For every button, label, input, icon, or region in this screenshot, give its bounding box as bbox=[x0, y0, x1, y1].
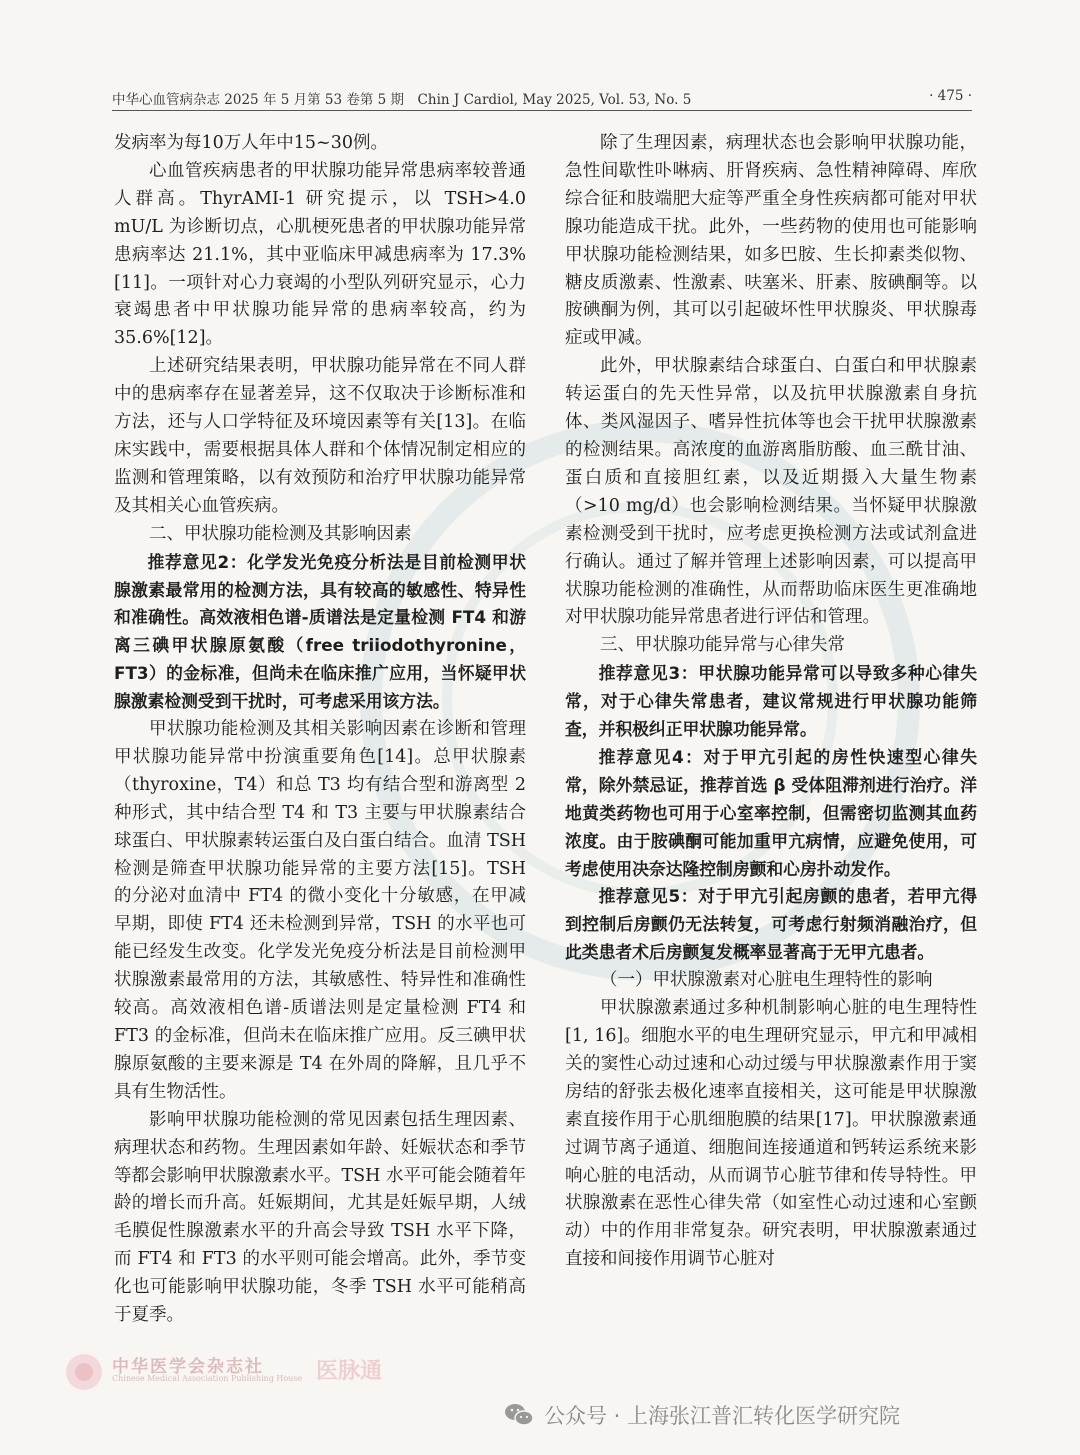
recommendation-3: 推荐意见3：甲状腺功能异常可以导致多种心律失常，对于心律失常患者，建议常规进行甲状腺功能筛查，并积极纠正甲状腺功能异常。 bbox=[565, 663, 977, 740]
recommendation-5: 推荐意见5：对于甲亢引起房颤的患者，若甲亢得到控制后房颤仍无法转复，可考虑行射频消融治疗，但此类患者术后房颤复发概率显著高于无甲亢患者。 bbox=[565, 886, 977, 963]
paragraph: 影响甲状腺功能检测的常见因素包括生理因素、病理状态和药物。生理因素如年龄、妊娠状态和季节等都会影响甲状腺激素水平。TSH 水平可能会随着年龄的增长而升高。妊娠期间，尤其是妊娠早期，人绒毛膜促性腺激素水平的升高会导致 TSH 水平下降，而 FT4 和 FT3 的水平则可能会增高。此外，季节变化也可能影响甲状腺功能，冬季 TSH 水平可能稍高于夏季。 bbox=[114, 1109, 526, 1326]
flower-logo-icon bbox=[66, 1354, 102, 1390]
section-heading: 二、甲状腺功能检测及其影响因素 bbox=[149, 523, 412, 544]
section-heading: 三、甲状腺功能异常与心律失常 bbox=[600, 635, 845, 656]
brand-watermark: 医脉通 bbox=[316, 1359, 383, 1384]
recommendation-4: 推荐意见4：对于甲亢引起的房性快速型心律失常，除外禁忌证，推荐首选 β 受体阻滞剂进行治疗。洋地黄类药物也可用于心室率控制，但需密切监测其血药浓度。由于胺碘酮可能加重甲亢病情，应避免使用，可考虑使用决奈达隆控制房颤和心房扑动发作。 bbox=[565, 746, 977, 879]
subsection-heading: （一）甲状腺激素对心脏电生理特性的影响 bbox=[600, 970, 933, 991]
paragraph: 甲状腺功能检测及其相关影响因素在诊断和管理甲状腺功能异常中扮演重要角色[14]。总甲状腺素（thyroxine，T4）和总 T3 均有结合型和游离型 2 种形式，其中结合型 T4 和 T3 主要与甲状腺素结合球蛋白、甲状腺素转运蛋白及白蛋白结合。血清 TSH 检测是筛查甲状腺功能异常的主要方法[15]。TSH 的分泌对血清中 FT4 的微小变化十分敏感，在甲减早期，即使 FT4 还未检测到异常，TSH 的水平也可能已经发生改变。化学发光免疫分析法是目前检测甲状腺激素最常用的方法，其敏感性、特异性和准确性较高。高效液相色谱-质谱法则是定量检测 FT4 和 FT3 的金标准，但尚未在临床推广应用。反三碘甲状腺原氨酸的主要来源是 T4 在外周的降解，且几乎不具有生物活性。 bbox=[114, 719, 526, 1102]
wechat-account-name: 公众号 · 上海张江普汇转化医学研究院 bbox=[544, 1404, 901, 1428]
paragraph: 上述研究结果表明，甲状腺功能异常在不同人群中的患病率存在显著差异，这不仅取决于诊断标准和方法，还与人口学特征及环境因素等有关[13]。在临床实践中，需要根据具体人群和个体情况制定相应的监测和管理策略，以有效预防和治疗甲状腺功能异常及其相关心血管疾病。 bbox=[114, 356, 526, 516]
running-header bbox=[112, 86, 972, 111]
journal-citation: 中华心血管病杂志 2025 年 5 月第 53 卷第 5 期 Chin J Cardiol, May 2025, Vol. 53, No. 5 bbox=[112, 92, 692, 108]
right-column bbox=[565, 130, 977, 1274]
left-column bbox=[114, 130, 526, 1330]
wechat-icon bbox=[504, 1402, 534, 1428]
paragraph: 除了生理因素，病理状态也会影响甲状腺功能，急性间歇性卟啉病、肝肾疾病、急性精神障碍、库欣综合征和肢端肥大症等严重全身性疾病都可能对甲状腺功能造成干扰。此外，一些药物的使用也可能影响甲状腺功能检测结果，如多巴胺、生长抑素类似物、糖皮质激素、性激素、呋塞米、肝素、胺碘酮等。以胺碘酮为例，其可以引起破坏性甲状腺炎、甲状腺毒症或甲减。 bbox=[565, 133, 977, 349]
publisher-name: 中华医学会杂志社 bbox=[112, 1357, 264, 1377]
paragraph: 此外，甲状腺素结合球蛋白、白蛋白和甲状腺素转运蛋白的先天性异常，以及抗甲状腺激素自身抗体、类风湿因子、嗜异性抗体等也会干扰甲状腺激素的检测结果。高浓度的血游离脂肪酸、血三酰甘油、蛋白质和直接胆红素，以及近期摄入大量生物素（>10 mg/d）也会影响检测结果。当怀疑甲状腺激素检测受到干扰时，应考虑更换检测方法或试剂盒进行确认。通过了解并管理上述影响因素，可以提高甲状腺功能检测的准确性，从而帮助临床医生更准确地对甲状腺功能异常患者进行评估和管理。 bbox=[565, 356, 977, 628]
paragraph: 心血管疾病患者的甲状腺功能异常患病率较普通人群高。ThyrAMI-1 研究提示，以 TSH>4.0 mU/L 为诊断切点，心肌梗死患者的甲状腺功能异常患病率达 21.1%，其中亚临床甲减患病率为 17.3%[11]。一项针对心力衰竭的小型队列研究显示，心力衰竭患者中甲状腺功能异常的患病率较高，约为 35.6%[12]。 bbox=[114, 160, 526, 349]
recommendation-2: 推荐意见2：化学发光免疫分析法是目前检测甲状腺激素最常用的检测方法，具有较高的敏感性、特异性和准确性。高效液相色谱-质谱法是定量检测 FT4 和游离三碘甲状腺原氨酸（free triiodothyronine，FT3）的金标准，但尚未在临床推广应用，当怀疑甲状腺激素检测受到干扰时，可考虑采用该方法。 bbox=[114, 551, 526, 712]
publisher-name-en: Chinese Medical Association Publishing House bbox=[112, 1374, 303, 1383]
publisher-watermark bbox=[66, 1350, 466, 1390]
page-number: · 475 · bbox=[929, 88, 972, 104]
paragraph: 发病率为每10万人年中15~30例。 bbox=[114, 133, 388, 153]
paragraph: 甲状腺激素通过多种机制影响心脏的电生理特性[1, 16]。细胞水平的电生理研究显示，甲亢和甲减相关的窦性心动过速和心动过缓与甲状腺激素作用于窦房结的舒张去极化速率直接相关，这可能是甲状腺激素直接作用于心肌细胞膜的结果[17]。甲状腺激素通过调节离子通道、细胞间连接通道和钙转运系统来影响心脏的电活动，从而调节心脏节律和传导特性。甲状腺激素在恶性心律失常（如室性心动过速和心室颤动）中的作用非常复杂。研究表明，甲状腺激素通过直接和间接作用调节心脏对 bbox=[565, 998, 977, 1270]
